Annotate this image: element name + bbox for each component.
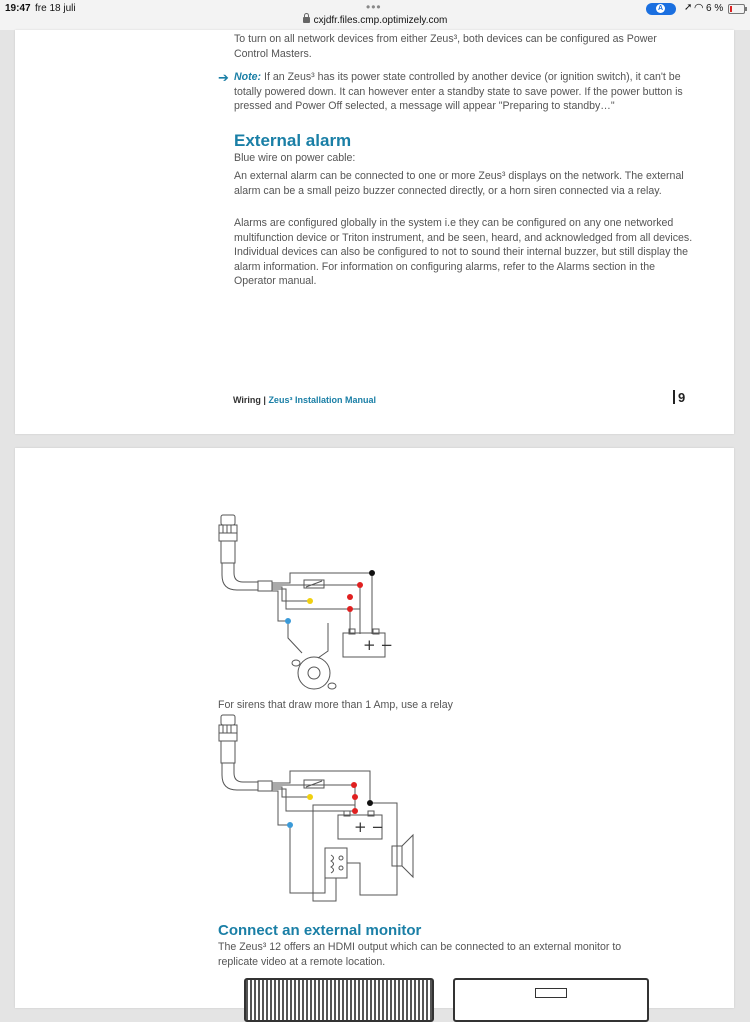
section-title-external-alarm: External alarm <box>234 131 352 150</box>
wire-yellow-dot <box>307 794 313 800</box>
buzzer-wiring-diagram <box>210 513 410 698</box>
wire-blue-dot <box>287 822 293 828</box>
alarm-paragraph-1: An external alarm can be connected to one or more Zeus³ displays on the network. The external alarm can be a small peizo buzzer connected directly, or a horn siren connected via a relay. <box>234 170 684 197</box>
section-title-external-monitor: Connect an external monitor <box>218 922 422 939</box>
location-arrow-icon: ➚ <box>684 2 693 13</box>
wire-blue-dot <box>285 618 291 624</box>
monitor-rear-image <box>453 978 649 1022</box>
wire-black-dot <box>367 800 373 806</box>
note-text: If an Zeus³ has its power state controlled by another device (or ignition switch), it can't be totally powered down. It can however enter a standby state to save power. If the power button is pressed and Power Off selected, a message will appear "Preparing to standby…" <box>234 71 683 112</box>
status-date: fre 18 juli <box>35 3 76 14</box>
wire-yellow-dot <box>307 598 313 604</box>
url-text: cxjdfr.files.cmp.optimizely.com <box>313 15 448 26</box>
wire-red-dot <box>351 782 357 788</box>
battery-terminals-label: + − <box>363 636 393 654</box>
document-page-10 <box>15 448 734 1008</box>
battery-icon <box>728 4 745 14</box>
battery-percent: 6 % <box>706 3 724 14</box>
assistive-pill[interactable] <box>646 3 676 15</box>
wire-red-dot <box>347 606 353 612</box>
lock-icon <box>303 17 310 23</box>
wire-red-dot <box>347 594 353 600</box>
page-number-value: 9 <box>678 390 686 405</box>
external-monitor-paragraph: The Zeus³ 12 offers an HDMI output which can be connected to an external monitor to replicate video at a remote location. <box>218 941 622 968</box>
status-time: 19:47 <box>5 3 31 14</box>
relay-caption: For sirens that draw more than 1 Amp, use a relay <box>218 699 453 711</box>
note-paragraph <box>234 70 694 114</box>
footer-manual-title: Zeus³ Installation Manual <box>268 395 376 405</box>
wifi-icon: ◠ <box>694 2 704 14</box>
footer-section: Wiring | <box>233 395 269 405</box>
wire-black-dot <box>369 570 375 576</box>
note-label: Note: <box>234 71 262 83</box>
monitor-front-image <box>244 978 434 1022</box>
intro-text: To turn on all network devices from either Zeus³, both devices can be configured as Power Control Masters. <box>234 33 657 60</box>
battery-terminals-label: + − <box>354 818 384 836</box>
address-bar[interactable] <box>0 15 750 26</box>
relay-siren-wiring-diagram <box>210 713 430 903</box>
blue-wire-subtitle: Blue wire on power cable: <box>234 152 356 164</box>
wire-red-dot <box>352 808 358 814</box>
page-footer <box>233 395 376 405</box>
alarm-paragraph-2: Alarms are configured globally in the system i.e they can be configured on any one networked multifunction device or Triton instrument, and be seen, heard, and acknowledged from all devices. Individual devices can also be configured to not to sound their internal buzzer, but still display the alarm information. For information on configuring alarms, refer to the Alarms section in the Operator manual. <box>234 217 693 287</box>
note-arrow-icon: ➔ <box>218 70 229 85</box>
page-number <box>673 390 685 405</box>
pill-letter: A <box>657 5 664 12</box>
document-page-9 <box>15 30 734 434</box>
status-bar <box>0 0 750 30</box>
wire-red-dot <box>357 582 363 588</box>
wire-red-dot <box>352 794 358 800</box>
tab-menu-dots[interactable]: ••• <box>366 0 382 14</box>
